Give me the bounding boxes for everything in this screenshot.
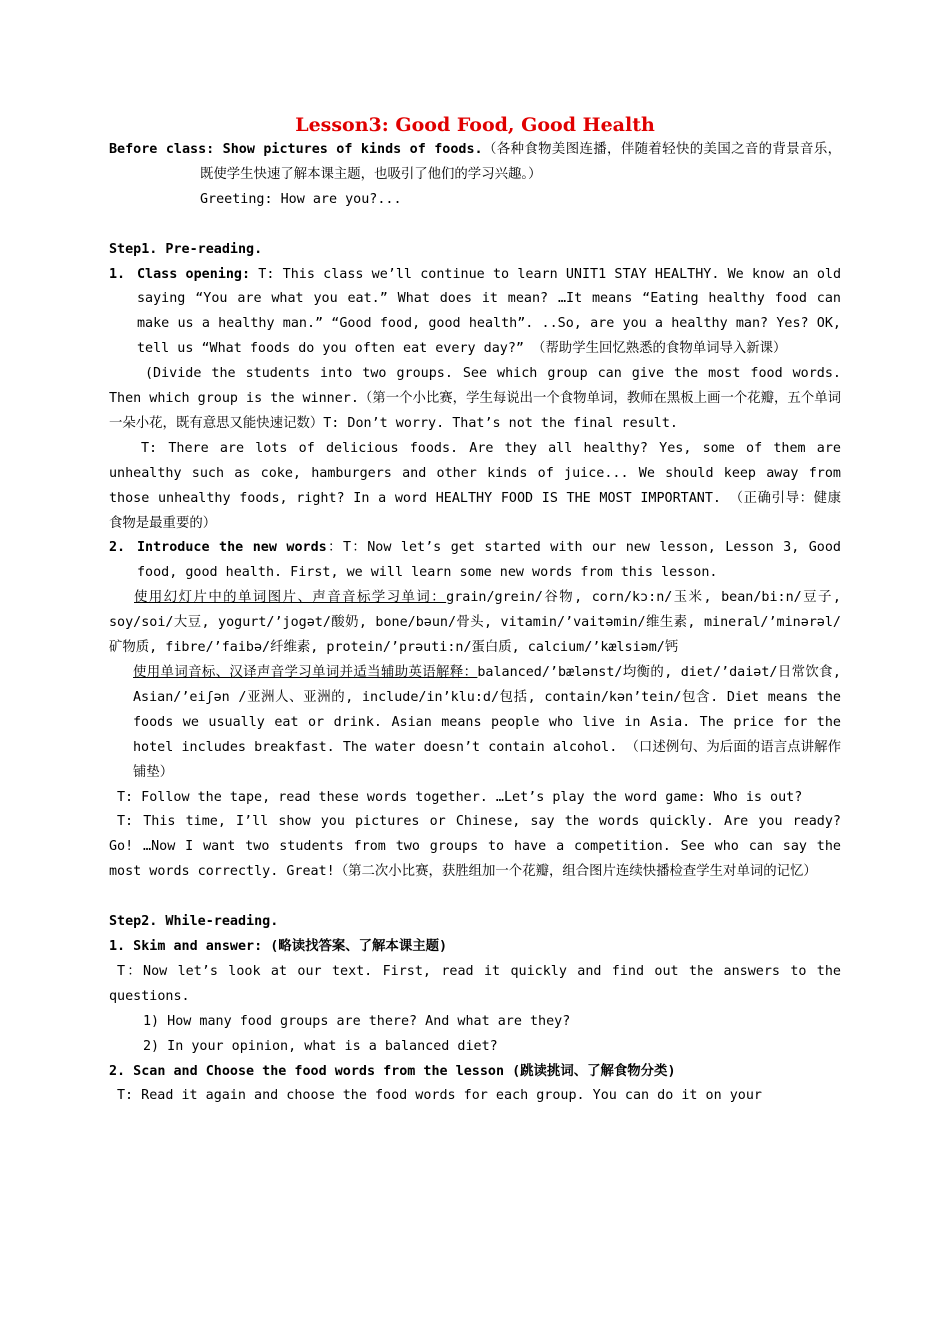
before-class-note: （各种食物美图连播，伴随着轻快的美国之音的背景音乐，既使学生快速了解本课主题，也吸引了他们的学习兴趣。）: [200, 142, 841, 182]
item-number: 1.: [109, 266, 126, 282]
divide-groups-paragraph: (Divide the students into two groups. See which group can give the most food words. Then which group is the winner.（第一个小比赛，学生每说出一个食物单词，教师在黑板上画一个花瓣，五个单词一朵小花，既有意思又能快速记数）T: Don’t worry. That’s not the final result.: [109, 366, 841, 431]
lesson-title: Lesson3: Good Food, Good Health: [295, 114, 655, 136]
vocab2-text: balanced/’bælənst/均衡的, diet/’daiət/日常饮食, Asian/’eiʃən /亚洲人、亚洲的, include/in’klu:d/包括, contain/kən’tein/包含. Diet means the foods we usually eat or drink. Asian means people who live in Asia. The price for the hotel includes breakfast. The water doesn’t contain alcohol. （口述例句、为后面的语言点讲解作铺垫）: [133, 665, 841, 780]
vocab2-label: 使用单词音标、汉译声音学习单词并适当辅助英语解释：: [133, 665, 478, 681]
before-class-label: Before class: Show pictures of kinds of foods.: [109, 142, 483, 157]
unhealthy-foods-paragraph: T: There are lots of delicious foods. Are they all healthy? Yes, some of them are unhealthy such as coke, hamburgers and other kinds of juice... We should keep away from those unhealthy foods, right? In a word HEALTHY FOOD IS THE MOST IMPORTANT. （正确引导：健康食物是最重要的）: [109, 440, 841, 531]
follow-tape-paragraph: T: Follow the tape, read these words together. …Let’s play the word game: Who is out?: [117, 789, 803, 805]
vocabulary-paragraph-1: [109, 586, 841, 661]
greeting-line: Greeting: How are you?...: [200, 191, 402, 207]
before-class-paragraph: [109, 138, 841, 188]
show-pictures-paragraph: T: This time, I’ll show you pictures or Chinese, say the words quickly. Are you ready? Go! …Now I want two students from two groups to have a competition. See who can say the most words correctly. Great!（第二次小比赛，获胜组加一个花瓣，组合图片连续快播检查学生对单词的记忆）: [109, 814, 841, 880]
skim-answer-text: T：Now let’s look at our text. First, read it quickly and find out the answers to the questions.: [109, 963, 841, 1004]
class-opening-label: Class opening:: [137, 266, 251, 282]
class-opening-text: T: This class we’ll continue to learn UNIT1 STAY HEALTHY. We know an old saying “You are what you eat.” What does it mean? …It means “Eating healthy food can make us a healthy man.” “Good food, good health”. ..So, are you a healthy man? Yes? OK, tell us “What foods do you often eat every day?” （帮助学生回忆熟悉的食物单词导入新课）: [137, 266, 842, 357]
item-number: 2.: [109, 540, 126, 556]
step1-heading: Step1. Pre-reading.: [109, 241, 263, 257]
blank-line: [109, 885, 841, 910]
step2-heading: Step2. While-reading.: [109, 914, 279, 930]
scan-choose-text: T: Read it again and choose the food words for each group. You can do it on your: [117, 1088, 762, 1104]
vocab1-label: 使用幻灯片中的单词图片、声音音标学习单词：: [134, 590, 447, 606]
new-words-label: Introduce the new words: [137, 540, 327, 556]
document-page: [109, 112, 841, 1109]
step1-item2: [109, 536, 841, 586]
step1-item1: [109, 263, 841, 363]
question-2: 2) In your opinion, what is a balanced diet?: [143, 1038, 498, 1054]
skim-answer-heading: 1. Skim and answer: (略读找答案、了解本课主题): [109, 938, 448, 954]
vocab1-text: grain/grein/谷物, corn/kɔ:n/玉米, bean/bi:n/豆子, soy/soi/大豆, yogurt/’jogət/酸奶, bone/bəun/骨头, vitamin/’vaitəmin/维生素, mineral/’minərəl/矿物质, fibre/’faibə/纤维素, protein/’prəuti:n/蛋白质, calcium/’kælsiəm/钙: [109, 590, 841, 656]
blank-line: [109, 213, 841, 238]
scan-choose-heading: 2. Scan and Choose the food words from the lesson (跳读挑词、了解食物分类): [109, 1063, 676, 1079]
vocabulary-paragraph-2: [109, 661, 841, 786]
new-words-text: ：T：Now let’s get started with our new lesson, Lesson 3, Good food, good health. First, we will learn some new words from this lesson.: [137, 540, 841, 581]
question-1: 1) How many food groups are there? And what are they?: [143, 1013, 571, 1029]
